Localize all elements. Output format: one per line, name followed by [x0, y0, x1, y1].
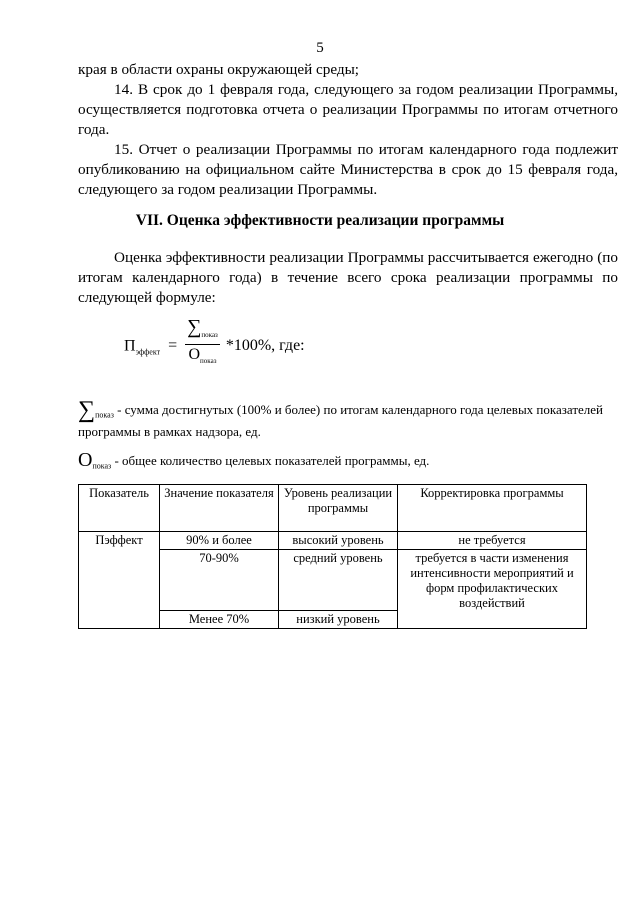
header-value: Значение показателя: [160, 485, 279, 532]
definition-sum: [78, 397, 623, 440]
formula-eq: =: [168, 337, 178, 355]
definition-o-text: - общее количество целевых показателей программы, ед.: [114, 453, 430, 468]
page-number: 5: [316, 40, 324, 56]
formula-den-sub: показ: [200, 357, 217, 366]
value-cell: 90% и более: [160, 532, 279, 550]
definition-sum-sub: показ: [95, 410, 114, 420]
level-cell: средний уровень: [279, 550, 398, 611]
definition-total: [78, 449, 623, 475]
formula-den: О: [188, 346, 201, 364]
level-cell: высокий уровень: [279, 532, 398, 550]
formula-numerator: [185, 318, 220, 345]
level-cell: низкий уровень: [279, 611, 398, 629]
formula-lhs: П: [124, 337, 136, 355]
correction-cell: не требуется: [398, 532, 587, 550]
header-correction: Корректировка программы: [398, 485, 587, 532]
formula-fraction: [185, 318, 220, 371]
definition-sum-text: - сумма достигнутых (100% и более) по итогам календарного года целевых показателей программы в рамках надзора, ед.: [78, 402, 604, 439]
formula-denominator: [185, 345, 220, 371]
paragraph-15: 15. Отчет о реализации Программы по итогам календарного года подлежит опубликованию на официальном сайте Министерства в срок до 15 февраля года, следующего за годом реализации Программы.: [78, 141, 618, 198]
indicator-cell: Пэффект: [79, 532, 160, 629]
formula: [124, 316, 305, 373]
paragraph-14: 14. В срок до 1 февраля года, следующего за годом реализации Программы, осуществляется подготовка отчета о реализации Программы по итогам отчетного года.: [78, 81, 618, 138]
intro-paragraph: Оценка эффективности реализации Программы рассчитывается ежегодно (по итогам календарного года) в течение всего срока реализации программы по следующей формуле:: [78, 249, 618, 306]
correction-cell: требуется в части изменения интенсивности мероприятий и форм профилактических воздействий: [398, 550, 587, 629]
paragraph-continuation: края в области охраны окружающей среды;: [78, 61, 360, 78]
value-cell: Менее 70%: [160, 611, 279, 629]
section-heading: VII. Оценка эффективности реализации программы: [135, 212, 505, 229]
table-row: [79, 532, 587, 550]
value-cell: 70-90%: [160, 550, 279, 611]
header-indicator: Показатель: [79, 485, 160, 532]
header-level: Уровень реализации программы: [279, 485, 398, 532]
formula-num-sub: показ: [201, 331, 218, 340]
evaluation-table: [78, 484, 587, 629]
definition-o-symbol: О: [78, 449, 93, 471]
sigma-icon: ∑: [78, 397, 96, 423]
table-header-row: [79, 485, 587, 532]
formula-lhs-sub: эффект: [135, 347, 161, 357]
definition-o-sub: показ: [92, 461, 112, 471]
formula-tail: *100%, где:: [225, 337, 305, 355]
sigma-icon: ∑: [187, 316, 202, 338]
